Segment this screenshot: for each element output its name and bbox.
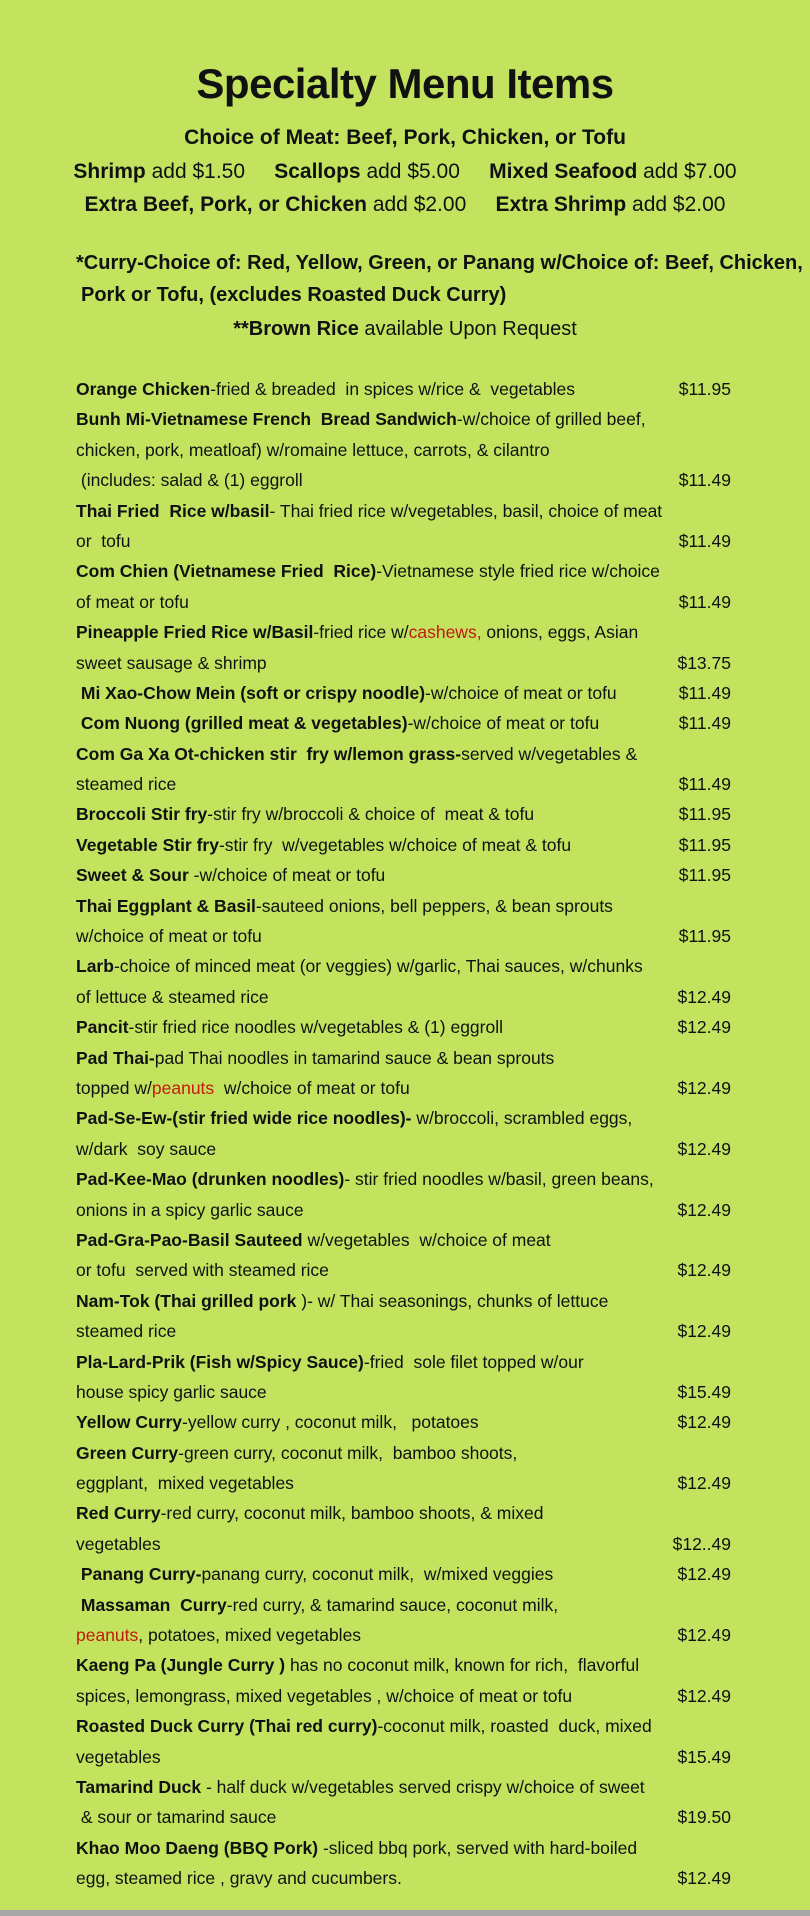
menu-line-text [76, 556, 660, 586]
allergen-highlight: peanuts [151, 1077, 215, 1098]
item-description: -yellow curry , coconut milk, potatoes [182, 1412, 479, 1433]
menu-line-text [76, 1833, 637, 1863]
item-description: spices, lemongrass, mixed vegetables , w/choice of meat or tofu [76, 1685, 573, 1706]
item-price: $12..49 [672, 1533, 731, 1554]
item-description: & sour or tamarind sauce [76, 1807, 277, 1828]
item-description: w/choice of meat or tofu [76, 926, 262, 947]
addons-line-2 [0, 193, 810, 217]
item-price: $11.95 [678, 804, 731, 825]
item-price: $12.49 [677, 986, 731, 1007]
item-name: Nam-Tok (Thai grilled pork [76, 1290, 302, 1311]
item-name: Broccoli Stir fry [76, 804, 208, 825]
item-name: Bunh Mi-Vietnamese French Bread Sandwich [76, 409, 457, 430]
menu-line-text [76, 1255, 329, 1285]
menu-line [76, 830, 756, 860]
menu-line [76, 1590, 756, 1620]
item-name: Larb [76, 956, 114, 977]
item-name: Orange Chicken [76, 379, 211, 399]
item-name: Panang Curry- [76, 1564, 202, 1585]
item-name: Kaeng Pa (Jungle Curry ) [76, 1655, 286, 1676]
item-description: -fried & breaded in spices w/rice & vegetables [210, 379, 575, 399]
menu-line-text [76, 374, 575, 404]
item-name: Thai Eggplant & Basil [76, 895, 256, 916]
item-description: vegetables [76, 1533, 161, 1554]
menu-line-text [76, 1711, 652, 1741]
menu-line [76, 1316, 756, 1346]
item-price: $11.49 [678, 713, 731, 734]
menu-line-text [76, 1620, 361, 1650]
menu-line-text [76, 1681, 572, 1711]
menu-line [76, 1377, 756, 1407]
menu-line-text [76, 1407, 479, 1437]
menu-line-text [76, 1772, 645, 1802]
menu-line-text [76, 1559, 553, 1589]
menu-line [76, 1833, 756, 1863]
item-description: (includes: salad & (1) eggroll [76, 470, 303, 491]
menu-line-text [76, 435, 550, 465]
menu-line-text [76, 1650, 639, 1680]
item-name: Green Curry [76, 1442, 179, 1463]
menu-line [76, 587, 756, 617]
menu-line-text [76, 951, 643, 981]
item-description: -coconut milk, roasted duck, mixed [377, 1716, 652, 1737]
item-name: Sweet & Sour [76, 865, 189, 886]
menu-line [76, 374, 756, 404]
item-description: -stir fried rice noodles w/vegetables & (1) eggroll [128, 1017, 504, 1038]
scallops-label: Scallops [274, 160, 361, 183]
menu-line [76, 1347, 756, 1377]
item-description-cont: w/choice of meat or tofu [214, 1077, 410, 1098]
item-description: w/dark soy sauce [76, 1138, 217, 1159]
menu-line [76, 617, 756, 647]
item-description: - stir fried noodles w/basil, green beans, [344, 1169, 654, 1190]
menu-line [76, 1225, 756, 1255]
item-description: topped w/ [76, 1077, 152, 1098]
item-name: Thai Fried Rice w/basil [76, 500, 270, 521]
item-price: $12.49 [677, 1868, 731, 1889]
item-name: Pla-Lard-Prik (Fish w/Spicy Sauce) [76, 1351, 364, 1372]
item-name: Tamarind Duck [76, 1776, 202, 1797]
page-title: Specialty Menu Items [196, 60, 614, 107]
item-price: $19.50 [677, 1807, 731, 1828]
menu-line [76, 860, 756, 890]
item-price: $12.49 [677, 1321, 731, 1342]
brown-rice-label: **Brown Rice [233, 318, 359, 340]
item-description: -sliced bbq pork, served with hard-boiled [318, 1837, 638, 1858]
extra-shrimp-price: add $2.00 [632, 193, 726, 216]
item-name: Vegetable Stir fry [76, 834, 219, 855]
allergen-highlight: peanuts [76, 1625, 139, 1646]
menu-line [76, 1742, 756, 1772]
menu-line-text [76, 465, 303, 495]
menu-line-text [76, 1438, 517, 1468]
bottom-border [0, 1910, 810, 1916]
menu-line [76, 1772, 756, 1802]
item-price: $11.49 [678, 470, 731, 491]
item-price: $12.49 [677, 1077, 731, 1098]
menu-line-text [76, 1863, 402, 1893]
menu-line [76, 1043, 756, 1073]
item-description-cont: onions, eggs, Asian [481, 622, 639, 643]
meat-choice: Choice of Meat: Beef, Pork, Chicken, or Tofu [184, 126, 626, 149]
menu-line [76, 1134, 756, 1164]
menu-line [76, 435, 756, 465]
menu-line-text [76, 921, 262, 951]
item-description: steamed rice [76, 1321, 177, 1342]
menu-line [76, 556, 756, 586]
item-price: $15.49 [677, 1381, 731, 1402]
menu-line [76, 1529, 756, 1559]
menu-line-text [76, 1529, 161, 1559]
item-name: Massaman Curry [76, 1594, 227, 1615]
menu-line-text [76, 860, 385, 890]
item-name: Com Ga Xa Ot-chicken stir fry w/lemon grass- [76, 743, 462, 764]
item-price: $11.49 [678, 682, 731, 703]
extra-shrimp-label: Extra Shrimp [495, 193, 627, 216]
menu-line-text [76, 1742, 161, 1772]
item-price: $12.49 [677, 1473, 731, 1494]
menu-line [76, 465, 756, 495]
item-description: house spicy garlic sauce [76, 1381, 267, 1402]
curry-note-line-2: Pork or Tofu, (excludes Roasted Duck Curry) [81, 284, 507, 306]
menu-line [76, 739, 756, 769]
extra-meat-label: Extra Beef, Pork, or Chicken [84, 193, 367, 216]
item-price: $11.95 [678, 926, 731, 947]
item-description: -w/choice of meat or tofu [425, 682, 617, 703]
menu-line [76, 1681, 756, 1711]
item-description: -Vietnamese style fried rice w/choice [376, 561, 660, 582]
menu-line [76, 678, 756, 708]
item-description-cont: , potatoes, mixed vegetables [138, 1625, 362, 1646]
item-description: sweet sausage & shrimp [76, 652, 267, 673]
shrimp-price: add $1.50 [151, 160, 246, 183]
item-name: Pad Thai- [76, 1047, 155, 1068]
menu-line-text [76, 648, 267, 678]
item-description: panang curry, coconut milk, w/mixed veggies [201, 1564, 554, 1585]
scallops-price: add $5.00 [366, 160, 460, 183]
allergen-highlight: cashews, [408, 622, 482, 643]
item-description: -fried sole filet topped w/our [363, 1351, 584, 1372]
shrimp-label: Shrimp [73, 160, 146, 183]
item-price: $12.49 [677, 1138, 731, 1159]
item-description: steamed rice [76, 774, 177, 795]
addons-line-1 [0, 160, 810, 184]
menu-line [76, 1863, 756, 1893]
item-price: $15.49 [677, 1746, 731, 1767]
menu-line [76, 891, 756, 921]
curry-note-line-1: *Curry-Choice of: Red, Yellow, Green, or Panang w/Choice of: Beef, Chicken, [76, 252, 803, 274]
menu-line [76, 1286, 756, 1316]
menu-line-text [76, 1498, 544, 1528]
item-description: -green curry, coconut milk, bamboo shoots, [178, 1442, 518, 1463]
menu-line-text [76, 1590, 558, 1620]
item-description: chicken, pork, meatloaf) w/romaine lettuce, carrots, & cilantro [76, 439, 550, 460]
item-price: $11.95 [678, 379, 731, 399]
menu-line [76, 982, 756, 1012]
menu-line-text [76, 496, 662, 526]
menu-line [76, 1103, 756, 1133]
menu-line [76, 1012, 756, 1042]
item-description: eggplant, mixed vegetables [76, 1473, 294, 1494]
menu-line-text [76, 708, 599, 738]
item-description: -stir fry w/vegetables w/choice of meat & tofu [218, 834, 572, 855]
menu-line-text [76, 1347, 584, 1377]
menu-line-text [76, 617, 638, 647]
menu-line-text [76, 678, 617, 708]
menu-line-text [76, 1377, 267, 1407]
item-price: $11.49 [678, 530, 731, 551]
item-description: of lettuce & steamed rice [76, 986, 269, 1007]
item-price: $11.49 [678, 591, 731, 612]
item-name: Mi Xao-Chow Mein (soft or crispy noodle) [76, 682, 426, 703]
item-description: or tofu served with steamed rice [76, 1260, 329, 1281]
item-description: -w/choice of meat or tofu [188, 865, 386, 886]
item-description: served w/vegetables & [461, 743, 638, 764]
item-price: $11.49 [678, 774, 731, 795]
menu-line-text [76, 526, 130, 556]
menu-line-text [76, 1012, 503, 1042]
menu-line-text [76, 1073, 410, 1103]
item-description: w/vegetables w/choice of meat [302, 1229, 551, 1250]
item-description: or tofu [76, 530, 131, 551]
item-name: Pad-Se-Ew-(stir fried wide rice noodles)- [76, 1108, 412, 1129]
menu-line-text [76, 1103, 632, 1133]
menu-line [76, 1711, 756, 1741]
item-name: Yellow Curry [76, 1412, 183, 1433]
item-name: Com Nuong (grilled meat & vegetables) [76, 713, 408, 734]
item-description: -w/choice of grilled beef, [456, 409, 646, 430]
item-description: -red curry, coconut milk, bamboo shoots, & mixed [160, 1503, 544, 1524]
brown-rice-note [0, 318, 810, 341]
menu-line-text [76, 1802, 276, 1832]
menu-line-text [76, 1468, 294, 1498]
menu-line-text [76, 1225, 551, 1255]
menu-line [76, 1559, 756, 1589]
menu-line [76, 799, 756, 829]
item-description: -stir fry w/broccoli & choice of meat & tofu [207, 804, 535, 825]
item-description: of meat or tofu [76, 591, 189, 612]
item-description: vegetables [76, 1746, 161, 1767]
menu-line-text [76, 799, 534, 829]
item-name: Pineapple Fried Rice w/Basil [76, 622, 314, 643]
item-price: $12.49 [677, 1685, 731, 1706]
menu-line [76, 1650, 756, 1680]
extra-meat-price: add $2.00 [372, 193, 467, 216]
item-description: -red curry, & tamarind sauce, coconut milk, [226, 1594, 559, 1615]
item-price: $12.49 [677, 1260, 731, 1281]
item-name: Com Chien (Vietnamese Fried Rice) [76, 561, 377, 582]
menu-line-text [76, 982, 269, 1012]
menu-line [76, 1073, 756, 1103]
item-description: -w/choice of meat or tofu [407, 713, 600, 734]
menu-line [76, 1407, 756, 1437]
mixed-seafood-price: add $7.00 [643, 160, 737, 183]
menu-line [76, 1802, 756, 1832]
item-price: $11.95 [678, 865, 731, 886]
menu-line [76, 1255, 756, 1285]
item-price: $12.49 [677, 1564, 731, 1585]
menu-items-list [76, 374, 756, 1894]
item-description: -choice of minced meat (or veggies) w/garlic, Thai sauces, w/chunks [113, 956, 643, 977]
menu-line-text [76, 587, 189, 617]
mixed-seafood-label: Mixed Seafood [489, 160, 638, 183]
menu-line [76, 769, 756, 799]
item-price: $12.49 [677, 1625, 731, 1646]
item-name: Pancit [76, 1017, 129, 1038]
item-name: Red Curry [76, 1503, 161, 1524]
menu-line [76, 526, 756, 556]
menu-line [76, 921, 756, 951]
menu-line [76, 708, 756, 738]
item-price: $12.49 [677, 1412, 731, 1433]
menu-line [76, 1498, 756, 1528]
menu-line [76, 1195, 756, 1225]
item-name: Pad-Kee-Mao (drunken noodles) [76, 1169, 345, 1190]
item-description: w/broccoli, scrambled eggs, [411, 1108, 633, 1129]
menu-line [76, 1164, 756, 1194]
menu-line [76, 648, 756, 678]
item-name: Roasted Duck Curry (Thai red curry) [76, 1716, 378, 1737]
menu-line-text [76, 739, 637, 769]
menu-line-text [76, 1286, 608, 1316]
item-price: $12.49 [677, 1199, 731, 1220]
meat-choice-line [0, 126, 810, 150]
menu-line-text [76, 1043, 554, 1073]
item-price: $11.95 [678, 834, 731, 855]
menu-line-text [76, 1164, 654, 1194]
item-description: -fried rice w/ [313, 622, 409, 643]
menu-line-text [76, 769, 176, 799]
item-name: Pad-Gra-Pao-Basil Sauteed [76, 1229, 303, 1250]
menu-line-text [76, 404, 646, 434]
item-price: $12.49 [677, 1017, 731, 1038]
item-description: has no coconut milk, known for rich, flavorful [285, 1655, 640, 1676]
menu-line-text [76, 1134, 216, 1164]
brown-rice-text: available Upon Request [358, 318, 577, 340]
menu-line-text [76, 891, 613, 921]
menu-line-text [76, 1195, 304, 1225]
item-description: )- w/ Thai seasonings, chunks of lettuce [301, 1290, 609, 1311]
menu-line [76, 1468, 756, 1498]
menu-line [76, 496, 756, 526]
menu-line-text [76, 1316, 176, 1346]
item-description: - half duck w/vegetables served crispy w/choice of sweet [201, 1776, 645, 1797]
item-description: -sauteed onions, bell peppers, & bean sprouts [255, 895, 613, 916]
menu-line-text [76, 830, 571, 860]
item-price: $13.75 [677, 652, 731, 673]
menu-line [76, 404, 756, 434]
item-description: onions in a spicy garlic sauce [76, 1199, 304, 1220]
menu-line [76, 1438, 756, 1468]
item-description: pad Thai noodles in tamarind sauce & bean sprouts [154, 1047, 555, 1068]
item-name: Khao Moo Daeng (BBQ Pork) [76, 1837, 319, 1858]
item-description: - Thai fried rice w/vegetables, basil, choice of meat [269, 500, 663, 521]
item-description: egg, steamed rice , gravy and cucumbers. [76, 1868, 402, 1889]
menu-line [76, 1620, 756, 1650]
menu-line [76, 951, 756, 981]
